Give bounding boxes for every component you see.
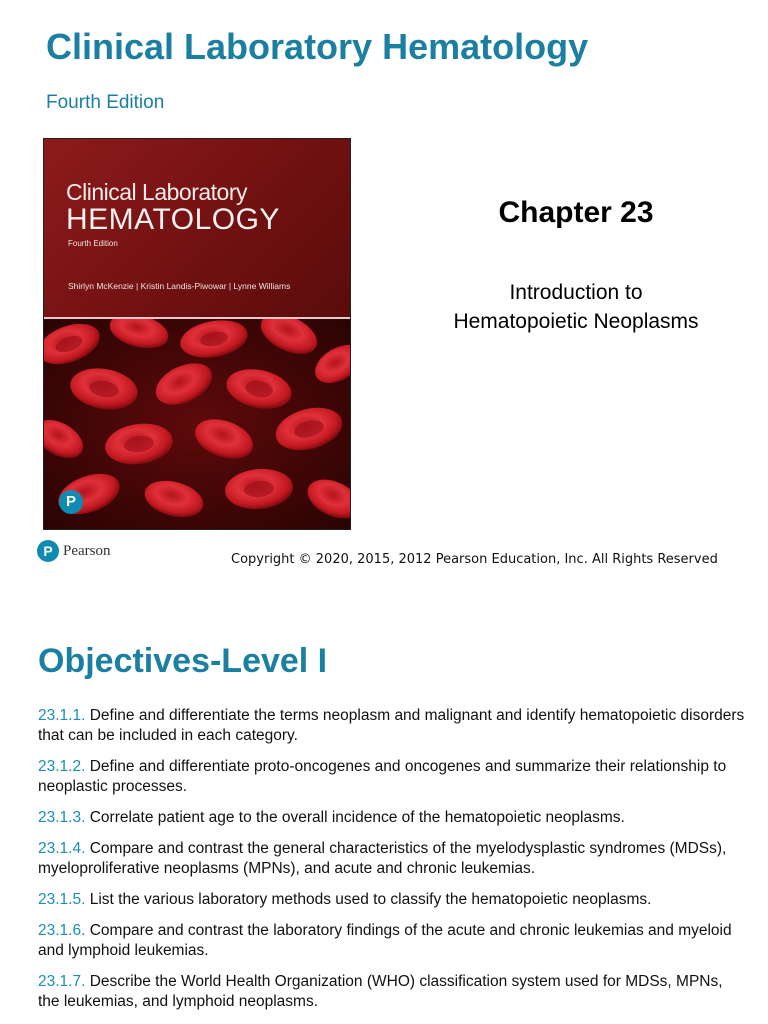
cover-title-line2: HEMATOLOGY (66, 203, 280, 236)
book-edition: Fourth Edition (46, 92, 165, 113)
objective-item (38, 890, 748, 910)
objective-number: 23.1.3. (38, 809, 86, 826)
objectives-list (38, 706, 748, 1023)
chapter-number: Chapter 23 (498, 196, 654, 229)
objective-text: Define and differentiate the terms neoplasm and malignant and identify hematopoietic disorders that can be included in each category. (38, 707, 745, 744)
chapter-title (420, 278, 732, 336)
red-blood-cells-illustration (44, 319, 350, 529)
objective-number: 23.1.2. (38, 758, 86, 775)
objective-text: Compare and contrast the general characteristics of the myelodysplastic syndromes (MDSs), myeloproliferative neoplasms (MPNs), and acute and chronic leukemias. (38, 840, 727, 877)
objective-text: Define and differentiate proto-oncogenes and oncogenes and summarize their relationship to neoplastic processes. (38, 758, 727, 795)
pearson-wordmark: Pearson (63, 542, 111, 559)
cover-title-line1: Clinical Laboratory (66, 179, 247, 205)
chapter-title-line2: Hematopoietic Neoplasms (453, 310, 699, 333)
objective-number: 23.1.5. (38, 891, 86, 908)
objective-number: 23.1.4. (38, 840, 86, 857)
objective-item (38, 839, 748, 879)
objective-text: Correlate patient age to the overall incidence of the hematopoietic neoplasms. (85, 809, 625, 826)
objective-text: Compare and contrast the laboratory findings of the acute and chronic leukemias and myeloid and lymphoid leukemias. (38, 922, 732, 959)
pearson-badge-icon: P (59, 490, 83, 514)
objective-number: 23.1.1. (38, 707, 86, 724)
cover-edition: Fourth Edition (68, 239, 118, 248)
objective-item (38, 972, 748, 1012)
book-title: Clinical Laboratory Hematology (46, 26, 589, 67)
objective-item (38, 706, 748, 746)
objectives-slide (0, 612, 768, 1024)
objective-number: 23.1.6. (38, 922, 86, 939)
objective-item (38, 757, 748, 797)
objectives-title: Objectives-Level I (38, 642, 328, 680)
cover-authors: Shirlyn McKenzie | Kristin Landis-Piwowar | Lynne Williams (68, 281, 291, 291)
book-cover (43, 138, 351, 530)
objective-text: Describe the World Health Organization (WHO) classification system used for MDSs, MPNs, the leukemias, and lymphoid neoplasms. (38, 973, 723, 1010)
objective-text: List the various laboratory methods used to classify the hematopoietic neoplasms. (85, 891, 652, 908)
chapter-title-line1: Introduction to (509, 281, 643, 304)
pearson-mark-icon: P (37, 540, 59, 562)
objective-number: 23.1.7. (38, 973, 86, 990)
pearson-logo (37, 540, 111, 562)
objective-item (38, 921, 748, 961)
objective-item (38, 808, 748, 828)
copyright-notice: Copyright © 2020, 2015, 2012 Pearson Education, Inc. All Rights Reserved (231, 552, 718, 567)
